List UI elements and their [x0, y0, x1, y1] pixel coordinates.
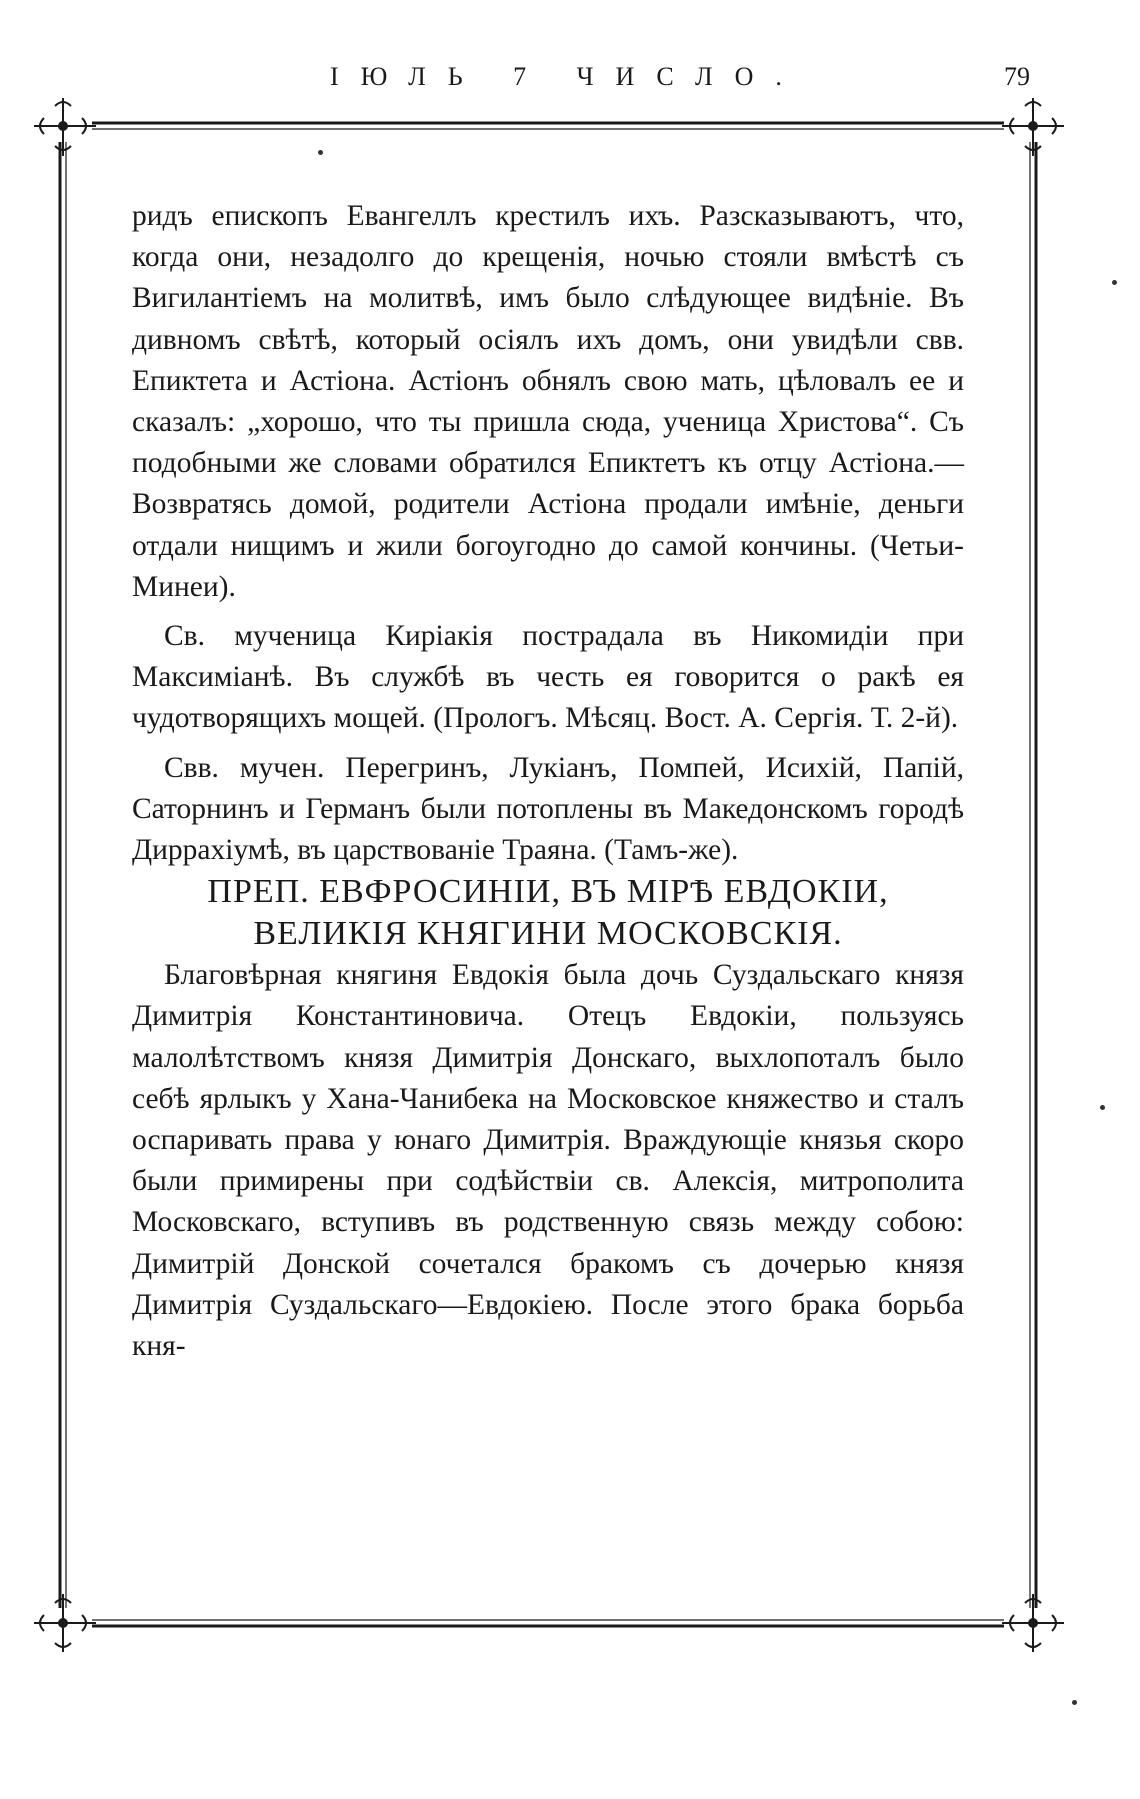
corner-ornament-bottom-right — [1002, 1594, 1064, 1652]
paragraph-kyriakia: Св. мученица Киріакія пострадала въ Никомидіи при Максиміанѣ. Въ службѣ въ честь ея говорится о ракѣ ея чудотворящихъ мощей. (Прологъ. Мѣсяц. Вост. А. Сергія. Т. 2-й). — [132, 620, 964, 735]
paragraph-continuation: ридъ епископъ Евангеллъ крестилъ ихъ. Разсказываютъ, что, когда они, незадолго до крещенія, ночью стояли вмѣстѣ съ Вигилантіемъ на молитвѣ, имъ было слѣдующее видѣніе. Въ дивномъ свѣтѣ, который осіялъ ихъ домъ, они увидѣли свв. Епиктета и Астіона. Астіонъ обнялъ свою мать, цѣловалъ ее и сказалъ: „хорошо, что ты пришла сюда, ученица Христова“. Съ подобными же словами обратился Епиктетъ къ отцу Астіона.—Возвратясь домой, родители Астіона продали имѣніе, деньги отдали нищимъ и жили богоугодно до самой кончины. (Четьи-Минеи). — [132, 200, 964, 603]
running-title: ІЮЛЬ 7 ЧИСЛО. — [330, 62, 804, 91]
section-heading: ПРЕП. ЕВФРОСИНІИ, ВЪ МІРѢ ЕВДОКІИ, ВЕЛИКІЯ КНЯГИНИ МОСКОВСКІЯ. — [207, 873, 889, 953]
print-speck — [1072, 1700, 1077, 1705]
corner-ornament-bottom-left — [34, 1594, 96, 1652]
print-speck — [1112, 280, 1117, 285]
corner-ornament-top-right — [1002, 98, 1064, 156]
page-text — [132, 196, 964, 1367]
page-number: 79 — [1004, 62, 1030, 91]
print-speck — [1100, 1105, 1105, 1110]
running-head — [0, 62, 1140, 102]
paragraph-evdokia: Благовѣрная княгиня Евдокія была дочь Суздальскаго князя Димитрія Константиновича. Отецъ Евдокіи, пользуясь малолѣтствомъ князя Димитрія Донскаго, выхлопоталъ было себѣ ярлыкъ у Хана-Чанибека на Московское княжество и сталъ оспаривать права у юнаго Димитрія. Враждующіе князья скоро были примирены при содѣйствіи св. Алексія, митрополита Московскаго, вступивъ въ родственную связь между собою: Димитрій Донской сочетался бракомъ съ дочерью князя Димитрія Суздальскаго—Евдокіею. После этого брака борьба кня- — [132, 959, 964, 1363]
paragraph-martyrs: Свв. мучен. Перегринъ, Лукіанъ, Помпей, Исихій, Папій, Саторнинъ и Германъ были потоплены въ Македонскомъ городѣ Диррахіумѣ, въ царствованіе Траяна. (Тамъ-же). — [132, 751, 964, 867]
print-speck — [318, 150, 323, 155]
corner-ornament-top-left — [34, 98, 96, 156]
